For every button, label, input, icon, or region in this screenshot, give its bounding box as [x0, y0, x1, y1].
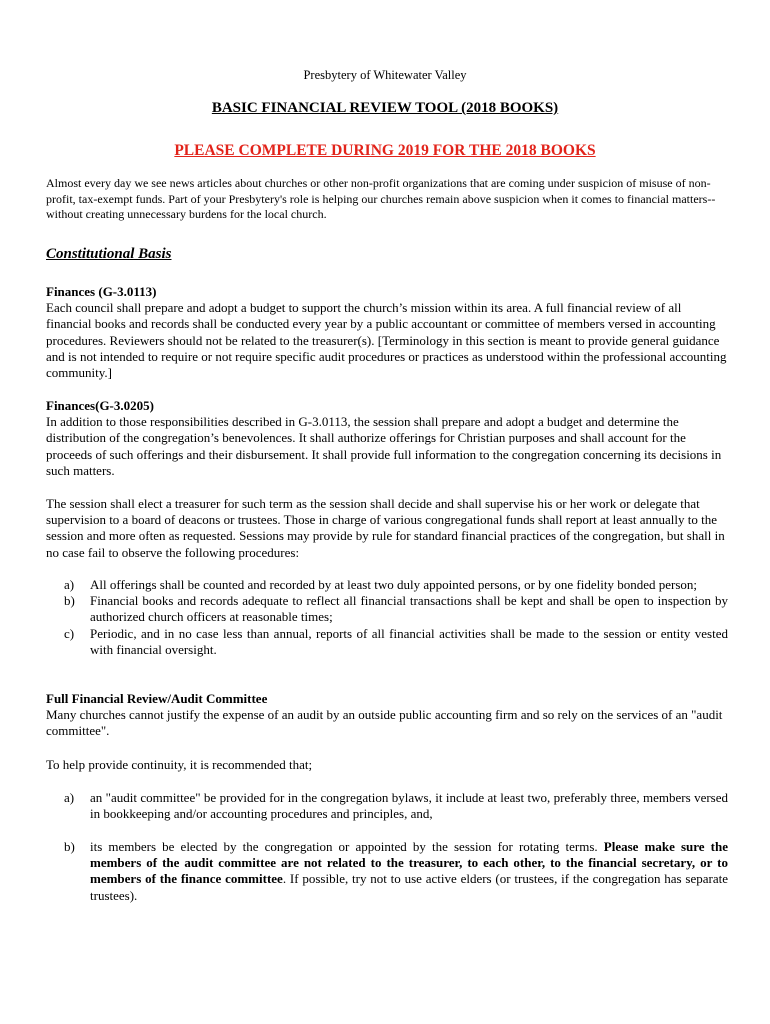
section-title: Constitutional Basis: [46, 246, 172, 262]
procedure-text: Financial books and records adequate to reflect all financial transactions shall be kept and shall be open to inspection by authorized church officers at reasonable times;: [90, 593, 728, 625]
treasurer-paragraph: The session shall elect a treasurer for such term as the session shall decide and shall supervise his or her work or delegate that supervision to a board of deacons or trustees. Those in charge of various congregational funds shall report at least annually to the session and more often as requested. Sessions may provide by rule for standard financial practices of the congregation, but shall in no case fail to observe the following procedures:: [46, 496, 725, 560]
audit-committee-heading: Full Financial Review/Audit Committee: [46, 691, 268, 706]
audit-committee: [46, 691, 728, 740]
procedure-item: [64, 593, 728, 625]
recommendation-text: its members be elected by the congregation or appointed by the session for rotating terms.: [90, 839, 598, 854]
finances-g30113-text: Each council shall prepare and adopt a budget to support the church’s mission within its area. A full financial review of all financial books and records shall be conducted every year by a public accountant or committee of members versed in accounting procedures. Reviewers should not be related to the treasurer(s). [Terminology in this section is meant to provide general guidance and is not intended to require or not require specific audit procedures or practices as understood within the professional accounting community.]: [46, 300, 727, 381]
recommendation-marker: b): [64, 839, 75, 854]
recommendation-b: [64, 839, 728, 904]
procedure-text: All offerings shall be counted and recorded by at least two duly appointed persons, or by one fidelity bonded person;: [90, 577, 698, 592]
recommendation-text-after: . If possible, try not to use active elders (or trustees, if the congregation has separate trustees).: [90, 871, 728, 903]
procedure-text: Periodic, and in no case less than annual, reports of all financial activities shall be made to the session or entity vested with financial oversight.: [90, 625, 728, 657]
finances-g30113: [46, 284, 728, 381]
procedure-marker: c): [64, 625, 75, 641]
audit-committee-text: Many churches cannot justify the expense of an audit by an outside public accounting firm and so rely on the services of an "audit committee".: [46, 707, 723, 739]
continuity-paragraph: To help provide continuity, it is recommended that;: [46, 757, 313, 772]
recommendation-a: [64, 790, 728, 822]
recommendation-marker: a): [64, 790, 75, 805]
document-subtitle: PLEASE COMPLETE DURING 2019 FOR THE 2018 BOOKS: [174, 142, 596, 159]
procedure-item: [64, 626, 728, 658]
recommendation-emphasis: Please make sure the members of the audit committee are not related to the treasurer, to each other, to the financial secretary, or to members of the finance committee: [90, 839, 729, 887]
intro-paragraph: Almost every day we see news articles about churches or other non-profit organizations that are coming under suspicion of misuse of non-profit, tax-exempt funds. Part of your Presbytery's role is helping our churches remain above suspicion when it comes to financial matters--without creating unnecessary burdens for the local church.: [46, 176, 716, 221]
recommendation-text: an "audit committee" be provided for in the congregation bylaws, it include at least two, preferably three, members versed in bookkeeping and/or accounting procedures and principles, and,: [90, 790, 728, 822]
finances-g30205-heading: Finances(G-3.0205): [46, 398, 154, 413]
procedure-marker: b): [64, 593, 75, 609]
procedure-marker: a): [64, 577, 75, 592]
procedures-list: [64, 577, 728, 658]
procedure-item: [64, 577, 728, 593]
document-title: BASIC FINANCIAL REVIEW TOOL (2018 BOOKS): [211, 100, 559, 116]
finances-g30205-text: In addition to those responsibilities described in G-3.0113, the session shall prepare and adopt a budget and determine the distribution of the congregation’s benevolences. It shall authorize offerings for Christian purposes and shall account for the proceeds of such offerings and their disbursement. It shall provide full information to the congregation concerning its decisions in such matters.: [46, 414, 722, 478]
organization-name: Presbytery of Whitewater Valley: [303, 68, 467, 82]
finances-g30205: [46, 398, 728, 479]
finances-g30113-heading: Finances (G-3.0113): [46, 284, 157, 299]
